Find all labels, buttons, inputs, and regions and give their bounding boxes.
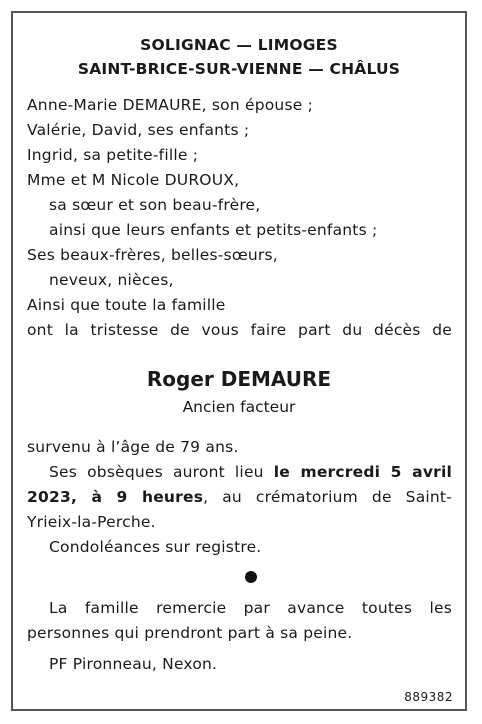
- header-locations-2: SAINT-BRICE-SUR-VIENNE — CHÂLUS: [77, 60, 401, 78]
- thanks-line-1: La famille remercie par avance toutes les: [49, 599, 452, 617]
- funeral-time: 2023, à 9 heures: [27, 488, 204, 506]
- funeral-line-2: [27, 486, 452, 508]
- funeral-place: , au crématorium de Saint-: [203, 488, 452, 506]
- family-line: Ingrid, sa petite-fille ;: [27, 146, 199, 164]
- header-locations-1: SOLIGNAC — LIMOGES: [140, 36, 338, 54]
- family-line: Ses beaux-frères, belles-sœurs,: [27, 246, 278, 264]
- funeral-home: PF Pironneau, Nexon.: [49, 655, 218, 673]
- family-line: sa sœur et son beau-frère,: [49, 196, 261, 214]
- family-line: Mme et M Nicole DUROUX,: [27, 171, 240, 189]
- funeral-date: le mercredi 5 avril: [273, 463, 452, 481]
- family-line: ainsi que leurs enfants et petits-enfants ;: [49, 221, 378, 239]
- condolences-line: Condoléances sur registre.: [49, 538, 262, 556]
- funeral-line-3: Yrieix-la-Perche.: [27, 513, 156, 531]
- deceased-name: Roger DEMAURE: [146, 367, 332, 391]
- deceased-title: Ancien facteur: [182, 398, 296, 416]
- funeral-text: Ses obsèques auront lieu: [49, 463, 274, 481]
- family-line: neveux, nièces,: [49, 271, 174, 289]
- family-line: Valérie, David, ses enfants ;: [27, 121, 250, 139]
- obituary-notice: [11, 11, 467, 711]
- family-line: Ainsi que toute la famille: [27, 296, 226, 314]
- family-line: ont la tristesse de vous faire part du décès de: [27, 321, 452, 339]
- family-line: Anne-Marie DEMAURE, son épouse ;: [27, 96, 314, 114]
- funeral-line-1: [49, 461, 452, 483]
- thanks-line-2: personnes qui prendront part à sa peine.: [27, 624, 353, 642]
- age-line: survenu à l’âge de 79 ans.: [27, 438, 239, 456]
- bullet-separator: [245, 571, 257, 583]
- reference-number: 889382: [404, 690, 453, 704]
